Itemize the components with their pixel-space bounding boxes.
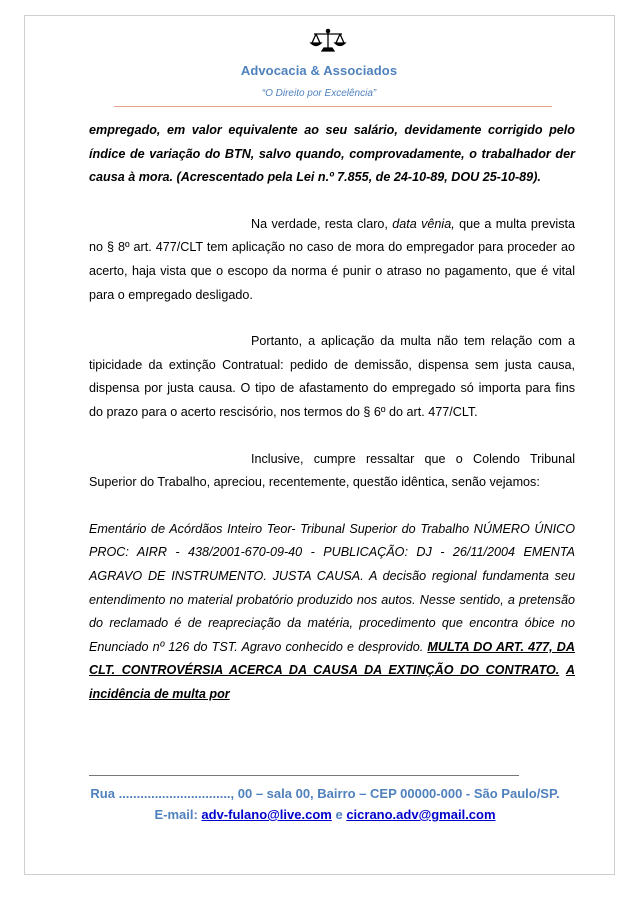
paragraph-mora-italic: data vênia, xyxy=(392,216,455,231)
jurisprudence-citation xyxy=(89,518,575,707)
email-label: E-mail: xyxy=(154,807,202,822)
firm-motto: “O Direito por Excelência” xyxy=(261,88,377,99)
paragraph-law-excerpt: empregado, em valor equivalente ao seu salário, devidamente corrigido pelo índice de variação do BTN, salvo quando, comprovadamente, o trabalhador der causa à mora. (Acrescentado pela Lei n.º 7.855, de 24-10-89, DOU 25-10-89). xyxy=(89,123,575,185)
citation-text: Ementário de Acórdãos Inteiro Teor- Tribunal Superior do Trabalho NÚMERO ÚNICO PROC: AIRR - 438/2001-670-09-40 - PUBLICAÇÃO: DJ - 26/11/2004 EMENTA AGRAVO DE INSTRUMENTO. JUSTA CAUSA. A decisão regional fundamenta seu entendimento no material probatório produzido nos autos. Nesse sentido, a pretensão do reclamado é de reapreciação da matéria, procedimento que encontra óbice no Enunciado nº 126 do TST. Agravo conhecido e desprovido. xyxy=(89,521,575,654)
citation-spacer xyxy=(559,663,566,677)
document-body xyxy=(89,119,575,706)
footer-divider xyxy=(89,775,519,776)
paragraph-mora-text-b: que a multa prevista no § 8º art. 477/CLT tem aplicação no caso de mora do empregador para proceder ao acerto, haja vista que o escopo da norma é punir o atraso no pagamento, que é vital para o empregado desligado. xyxy=(89,216,575,302)
citation-continuation: A incidência de multa por xyxy=(89,663,575,701)
paragraph-mora xyxy=(89,213,575,307)
header-divider xyxy=(114,106,552,107)
paragraph-tipicidade: Portanto, a aplicação da multa não tem relação com a tipicidade da extinção Contratual: pedido de demissão, dispensa sem justa causa, dispensa por justa causa. O tipo de afastamento do empregado só importa para fins do prazo para o acerto rescisório, nos termos do § 6º do art. 477/CLT. xyxy=(89,334,575,419)
email-link-2[interactable]: cicrano.adv@gmail.com xyxy=(346,807,496,822)
email-link-1[interactable]: adv-fulano@live.com xyxy=(201,807,332,822)
footer-emails xyxy=(80,804,570,825)
scales-of-justice-icon xyxy=(308,28,348,54)
paragraph-mora-text-a: Na verdade, resta claro, xyxy=(251,216,393,231)
footer-address: Rua ..............................., 00 – sala 00, Bairro – CEP 00000-000 - São Paulo/SP. xyxy=(90,786,560,801)
firm-name: Advocacia & Associados xyxy=(240,63,398,78)
footer xyxy=(80,783,570,825)
paragraph-tst: Inclusive, cumpre ressaltar que o Colendo Tribunal Superior do Trabalho, apreciou, recentemente, questão idêntica, senão vejamos: xyxy=(89,451,575,490)
citation-heading: MULTA DO ART. 477, DA CLT. CONTROVÉRSIA ACERCA DA CAUSA DA EXTINÇÃO DO CONTRATO. xyxy=(89,639,575,678)
email-separator: e xyxy=(331,807,347,822)
